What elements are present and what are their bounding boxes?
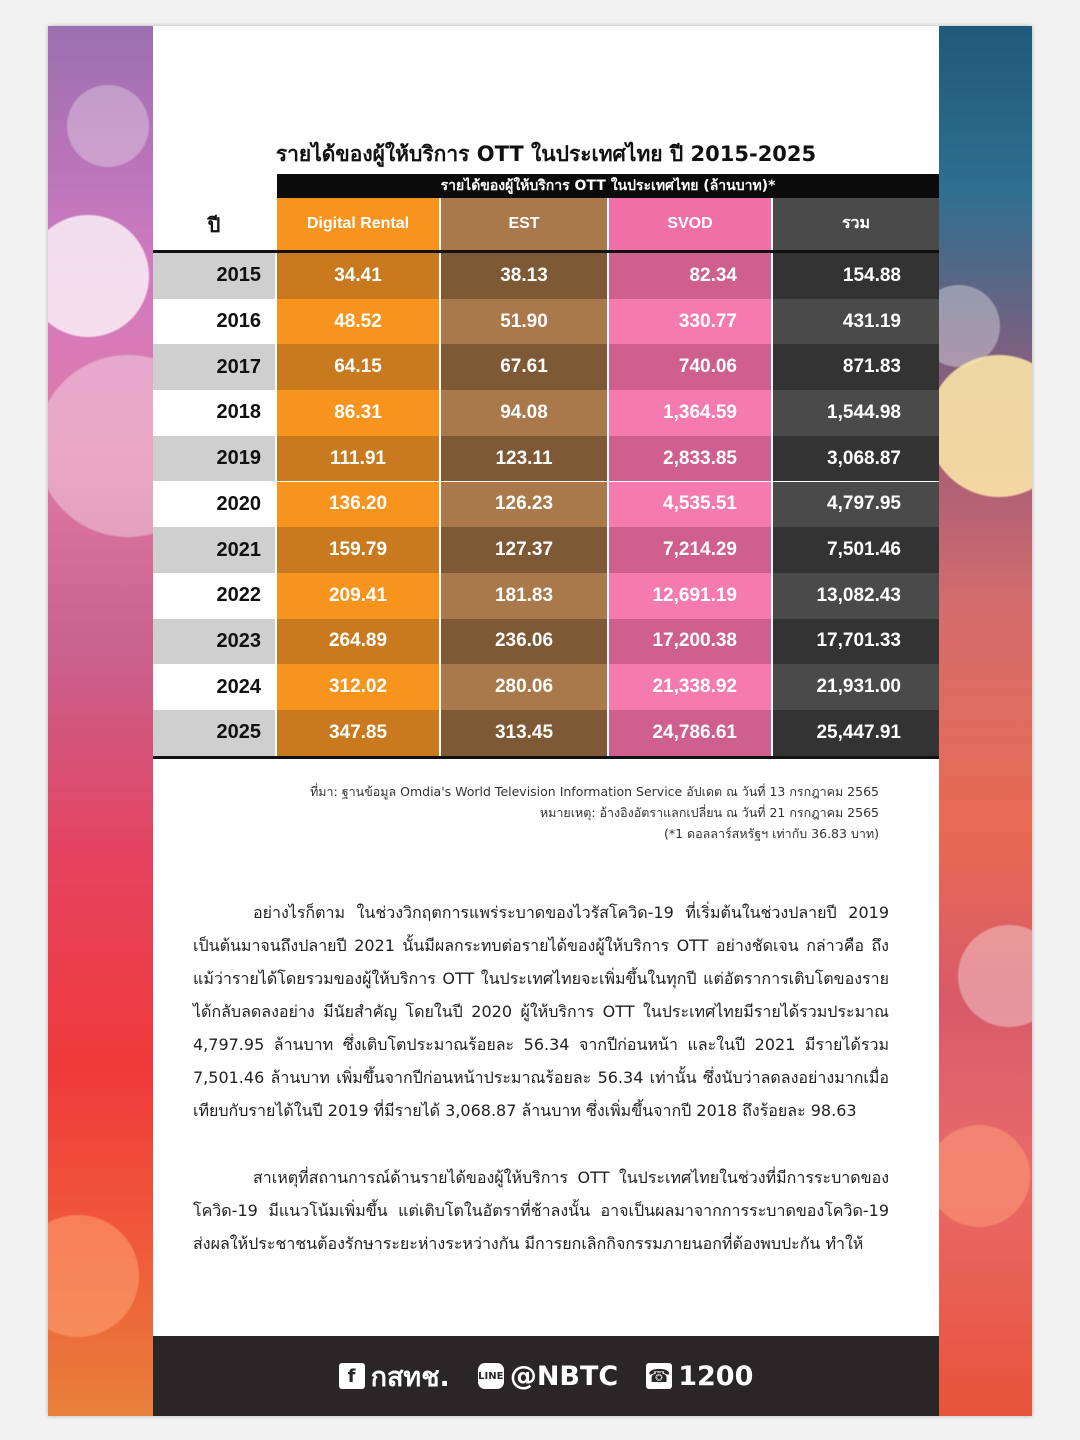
total-cell: 3,068.87 [773, 436, 939, 482]
table-row [153, 436, 939, 482]
svod-cell: 82.34 [609, 253, 771, 299]
line-icon: LINE [478, 1363, 504, 1389]
year-cell: 2022 [153, 573, 275, 619]
table-row [153, 344, 939, 390]
est-cell: 51.90 [441, 299, 607, 345]
paragraph: อย่างไรก็ตาม ในช่วงวิกฤตการแพร่ระบาดของไวรัสโควิด-19 ที่เริ่มต้นในช่วงปลายปี 2019 เป็นต้นมาจนถึงปลายปี 2021 นั้นมีผลกระทบต่อรายได้ของผู้ให้บริการ OTT อย่างชัดเจน กล่าวคือ ถึงแม้ว่ารายได้โดยรวมของผู้ให้บริการ OTT ในประเทศไทยจะเพิ่มขึ้นในทุกปี แต่อัตราการเติบโตของรายได้กลับลดลงอย่าง มีนัยสำคัญ โดยในปี 2020 ผู้ให้บริการ OTT ในประเทศไทยมีรายได้รวมประมาณ 4,797.95 ล้านบาท ซึ่งเติบโตประมาณร้อยละ 56.34 จากปีก่อนหน้า และในปี 2021 มีรายได้รวม 7,501.46 ล้านบาท เพิ่มขึ้นจากปีก่อนหน้าประมาณร้อยละ 56.34 เท่านั้น ซึ่งนับว่าลดลงอย่างมากเมื่อเทียบกับรายได้ในปี 2019 ที่มีรายได้ 3,068.87 ล้านบาท ซึ่งเพิ่มขึ้นจากปี 2018 ถึงร้อยละ 98.63 [193, 903, 889, 1120]
table-row [153, 573, 939, 619]
year-cell: 2023 [153, 619, 275, 665]
digital-rental-cell: 64.15 [277, 344, 439, 390]
est-cell: 280.06 [441, 664, 607, 710]
table-row [153, 390, 939, 436]
svod-cell: 17,200.38 [609, 619, 771, 665]
year-cell: 2015 [153, 253, 275, 299]
facebook-icon: f [339, 1363, 365, 1389]
est-cell: 127.37 [441, 527, 607, 573]
page-title: รายได้ของผู้ให้บริการ OTT ในประเทศไทย ปี 2015-2025 [275, 142, 817, 166]
total-cell: 13,082.43 [773, 573, 939, 619]
phone-icon: ☎ [646, 1363, 672, 1389]
table-row [153, 664, 939, 710]
table-row [153, 299, 939, 345]
table-header-row [153, 198, 939, 250]
facebook-contact[interactable] [339, 1355, 450, 1398]
year-cell: 2019 [153, 436, 275, 482]
year-cell: 2024 [153, 664, 275, 710]
content-sheet [153, 26, 939, 1416]
digital-rental-cell: 111.91 [277, 436, 439, 482]
table-group-header: รายได้ของผู้ให้บริการ OTT ในประเทศไทย (ล้านบาท)* [277, 174, 939, 198]
exchange-rate-note: (*1 ดอลลาร์สหรัฐฯ เท่ากับ 36.83 บาท) [663, 826, 879, 841]
svod-cell: 4,535.51 [609, 482, 771, 528]
table-row [153, 482, 939, 528]
est-cell: 126.23 [441, 482, 607, 528]
svod-cell: 24,786.61 [609, 710, 771, 756]
svod-cell: 21,338.92 [609, 664, 771, 710]
year-column-header: ปี [153, 198, 275, 250]
digital-rental-cell: 347.85 [277, 710, 439, 756]
year-cell: 2016 [153, 299, 275, 345]
year-cell: 2025 [153, 710, 275, 756]
digital-rental-cell: 86.31 [277, 390, 439, 436]
table-bottom-rule [153, 756, 939, 759]
total-cell: 25,447.91 [773, 710, 939, 756]
year-cell: 2020 [153, 482, 275, 528]
est-cell: 94.08 [441, 390, 607, 436]
total-cell: 1,544.98 [773, 390, 939, 436]
table-row [153, 619, 939, 665]
year-cell: 2018 [153, 390, 275, 436]
est-cell: 236.06 [441, 619, 607, 665]
year-cell: 2017 [153, 344, 275, 390]
est-cell: 67.61 [441, 344, 607, 390]
digital-rental-column-header: Digital Rental [277, 198, 439, 250]
svod-cell: 330.77 [609, 299, 771, 345]
table-row [153, 253, 939, 299]
digital-rental-cell: 48.52 [277, 299, 439, 345]
total-column-header: รวม [773, 198, 939, 250]
table-row [153, 527, 939, 573]
digital-rental-cell: 34.41 [277, 253, 439, 299]
paragraph: สาเหตุที่สถานการณ์ด้านรายได้ของผู้ให้บริการ OTT ในประเทศไทยในช่วงที่มีการระบาดของโควิด-19 มีแนวโน้มเพิ่มขึ้น แต่เติบโตในอัตราที่ช้าลงนั้น อาจเป็นผลมาจากการระบาดของโควิด-19 ส่งผลให้ประชาชนต้องรักษาระยะห่างระหว่างกัน มีการยกเลิกกิจกรรมภายนอกที่ต้องพบปะกัน ทำให้ [193, 1168, 889, 1253]
table-notes [310, 781, 879, 844]
digital-rental-cell: 209.41 [277, 573, 439, 619]
total-cell: 871.83 [773, 344, 939, 390]
svod-cell: 740.06 [609, 344, 771, 390]
svod-cell: 1,364.59 [609, 390, 771, 436]
digital-rental-cell: 264.89 [277, 619, 439, 665]
phone-label: 1200 [678, 1360, 754, 1392]
svod-cell: 7,214.29 [609, 527, 771, 573]
remark-note: หมายเหตุ: อ้างอิงอัตราแลกเปลี่ยน ณ วันที่ 21 กรกฎาคม 2565 [539, 805, 879, 820]
table-row [153, 710, 939, 756]
decorative-right-panel [939, 26, 1032, 1416]
est-cell: 313.45 [441, 710, 607, 756]
facebook-label: กสทช. [370, 1361, 450, 1393]
body-text [193, 896, 889, 1294]
line-label: @NBTC [509, 1360, 619, 1392]
total-cell: 4,797.95 [773, 482, 939, 528]
est-cell: 181.83 [441, 573, 607, 619]
est-cell: 123.11 [441, 436, 607, 482]
footer-bar [153, 1336, 939, 1416]
document-page [48, 26, 1032, 1416]
svod-cell: 12,691.19 [609, 573, 771, 619]
svod-column-header: SVOD [609, 198, 771, 250]
est-cell: 38.13 [441, 253, 607, 299]
total-cell: 154.88 [773, 253, 939, 299]
decorative-left-panel [48, 26, 153, 1416]
est-column-header: EST [441, 198, 607, 250]
digital-rental-cell: 136.20 [277, 482, 439, 528]
total-cell: 17,701.33 [773, 619, 939, 665]
year-cell: 2021 [153, 527, 275, 573]
total-cell: 21,931.00 [773, 664, 939, 710]
line-contact[interactable] [478, 1361, 618, 1392]
digital-rental-cell: 312.02 [277, 664, 439, 710]
total-cell: 7,501.46 [773, 527, 939, 573]
digital-rental-cell: 159.79 [277, 527, 439, 573]
phone-contact[interactable] [646, 1361, 753, 1392]
source-note: ที่มา: ฐานข้อมูล Omdia's World Television Information Service อัปเดต ณ วันที่ 13 กรกฎาคม 2565 [310, 784, 879, 799]
total-cell: 431.19 [773, 299, 939, 345]
svod-cell: 2,833.85 [609, 436, 771, 482]
